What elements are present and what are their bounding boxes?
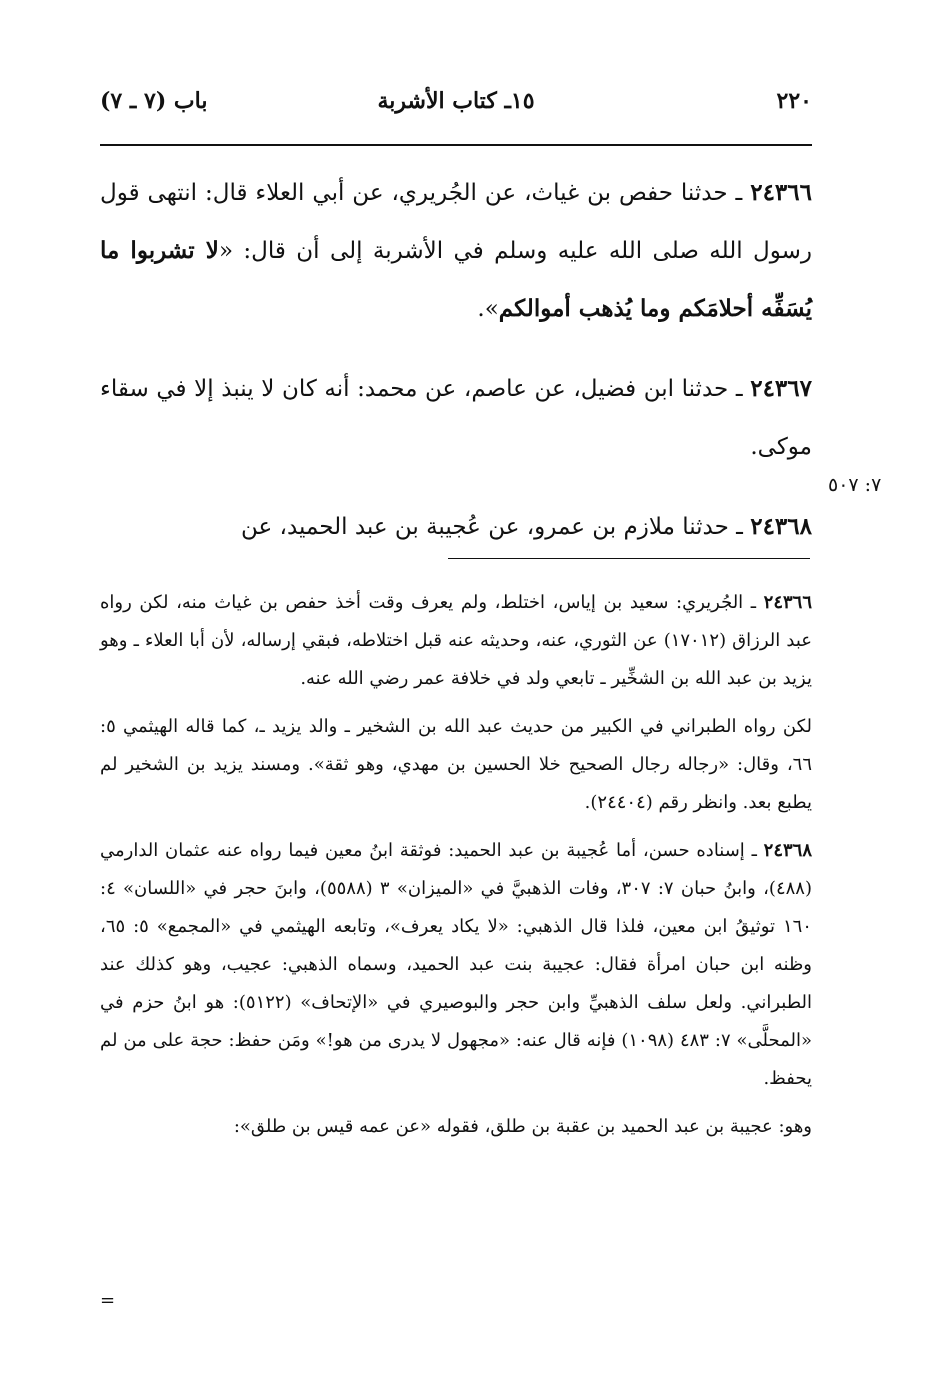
footnote-text: لكن رواه الطبراني في الكبير من حديث عبد الله بن الشخير ـ والد يزيد ـ، كما قاله الهيثمي ٥: ٦٦، وقال: «رجاله رجال الصحيح خلا الحسين بن مهدي، وهو ثقة». ومسند يزيد بن الشخير لم يطبع بعد. وانظر رقم (٢٤٤٠٤). [100,716,813,813]
hadith-quote: لا تشربوا ما يُسَفِّه أحلامَكم وما يُذهب أموالكم [100,237,812,322]
footnote-text: ـ إسناده حسن، أما عُجيبة بن عبد الحميد: فوثقة ابنُ معين فيما رواه عنه عثمان الدارمي (٤٨٨)، وابنُ حبان ٧: ٣٠٧، وفات الذهبيَّ في «الميزان» ٣ (٥٥٨٨)، وابنَ حجر في «اللسان» ٤: ١٦٠ توثيقُ ابن معين، فلذا قال الذهبي: «لا يكاد يعرف»، وتابعه الهيثمي في «المجمع» ٥: ٦٥، وظنه ابن حبان امرأة فقال: عجيبة بنت عبد الحميد، وسماه الذهبي: عجيب، وهو كذلك عند الطبراني. ولعل سلف الذهبيِّ وابن حجر والبوصيري في «الإتحاف» (٥١٢٢): هو ابنُ حزم في «المحلَّى» ٧: ٤٨٣ (١٠٩٨) فإنه قال عنه: «مجهول لا يدرى من هو!» ومَن حفظ: حجة على من لم يحفظ. [100,840,812,1089]
footnote [100,1108,812,1146]
hadith-text: ـ حدثنا حفص بن غياث، عن الجُريري، عن أبي العلاء قال: انتهى قول رسول الله صلى الله عليه وسلم في الأشربة إلى أن قال: « [100,180,812,264]
hadith-text-end: ». [477,296,499,322]
main-text [100,164,812,578]
hadith-24366 [100,164,812,338]
footnote [100,708,812,822]
margin-reference: ٧: ٥٠٧ [828,474,882,496]
header-rule [100,144,812,146]
footnote [100,584,812,698]
hadith-24368 [100,498,812,556]
hadith-number: ٢٤٣٦٧ [750,375,812,402]
footnote-text: وهو: عجيبة بن عبد الحميد بن عقبة بن طلق، فقوله «عن عمه قيس بن طلق»: [233,1116,812,1137]
footnotes [100,584,812,1156]
footnote-text: ـ الجُريري: سعيد بن إياس، اختلط، ولم يعرف وقت أخذ حفص بن غياث منه، لكن رواه عبد الرزاق (١٧٠١٢) عن الثوري، عنه، وحديثه عنه قبل اختلاطه، فبقي إرساله، لأن أبا العلاء ـ وهو يزيد بن عبد الله بن الشخِّير ـ تابعي ولد في خلافة عمر رضي الله عنه. [100,592,812,689]
book-title: ١٥ـ كتاب الأشربة [377,88,535,114]
hadith-number: ٢٤٣٦٨ [750,513,812,540]
hadith-text: ـ حدثنا ملازم بن عمرو، عن عُجيبة بن عبد الحميد، عن [241,514,751,540]
hadith-24367 [100,360,812,476]
hadith-text: ـ حدثنا ابن فضيل، عن عاصم، عن محمد: أنه كان لا ينبذ إلا في سقاء موكى. [100,376,812,460]
continuation-mark: = [100,1290,116,1311]
footnote-rule [448,558,810,559]
page-header [100,88,812,128]
footnote [100,832,812,1098]
hadith-number: ٢٤٣٦٦ [750,179,812,206]
page-number: ٢٢٠ [776,88,812,114]
footnote-number: ٢٤٣٦٦ [763,592,812,613]
footnote-number: ٢٤٣٦٨ [763,840,812,861]
chapter-title: باب (٧ ـ ٧) [100,88,208,114]
